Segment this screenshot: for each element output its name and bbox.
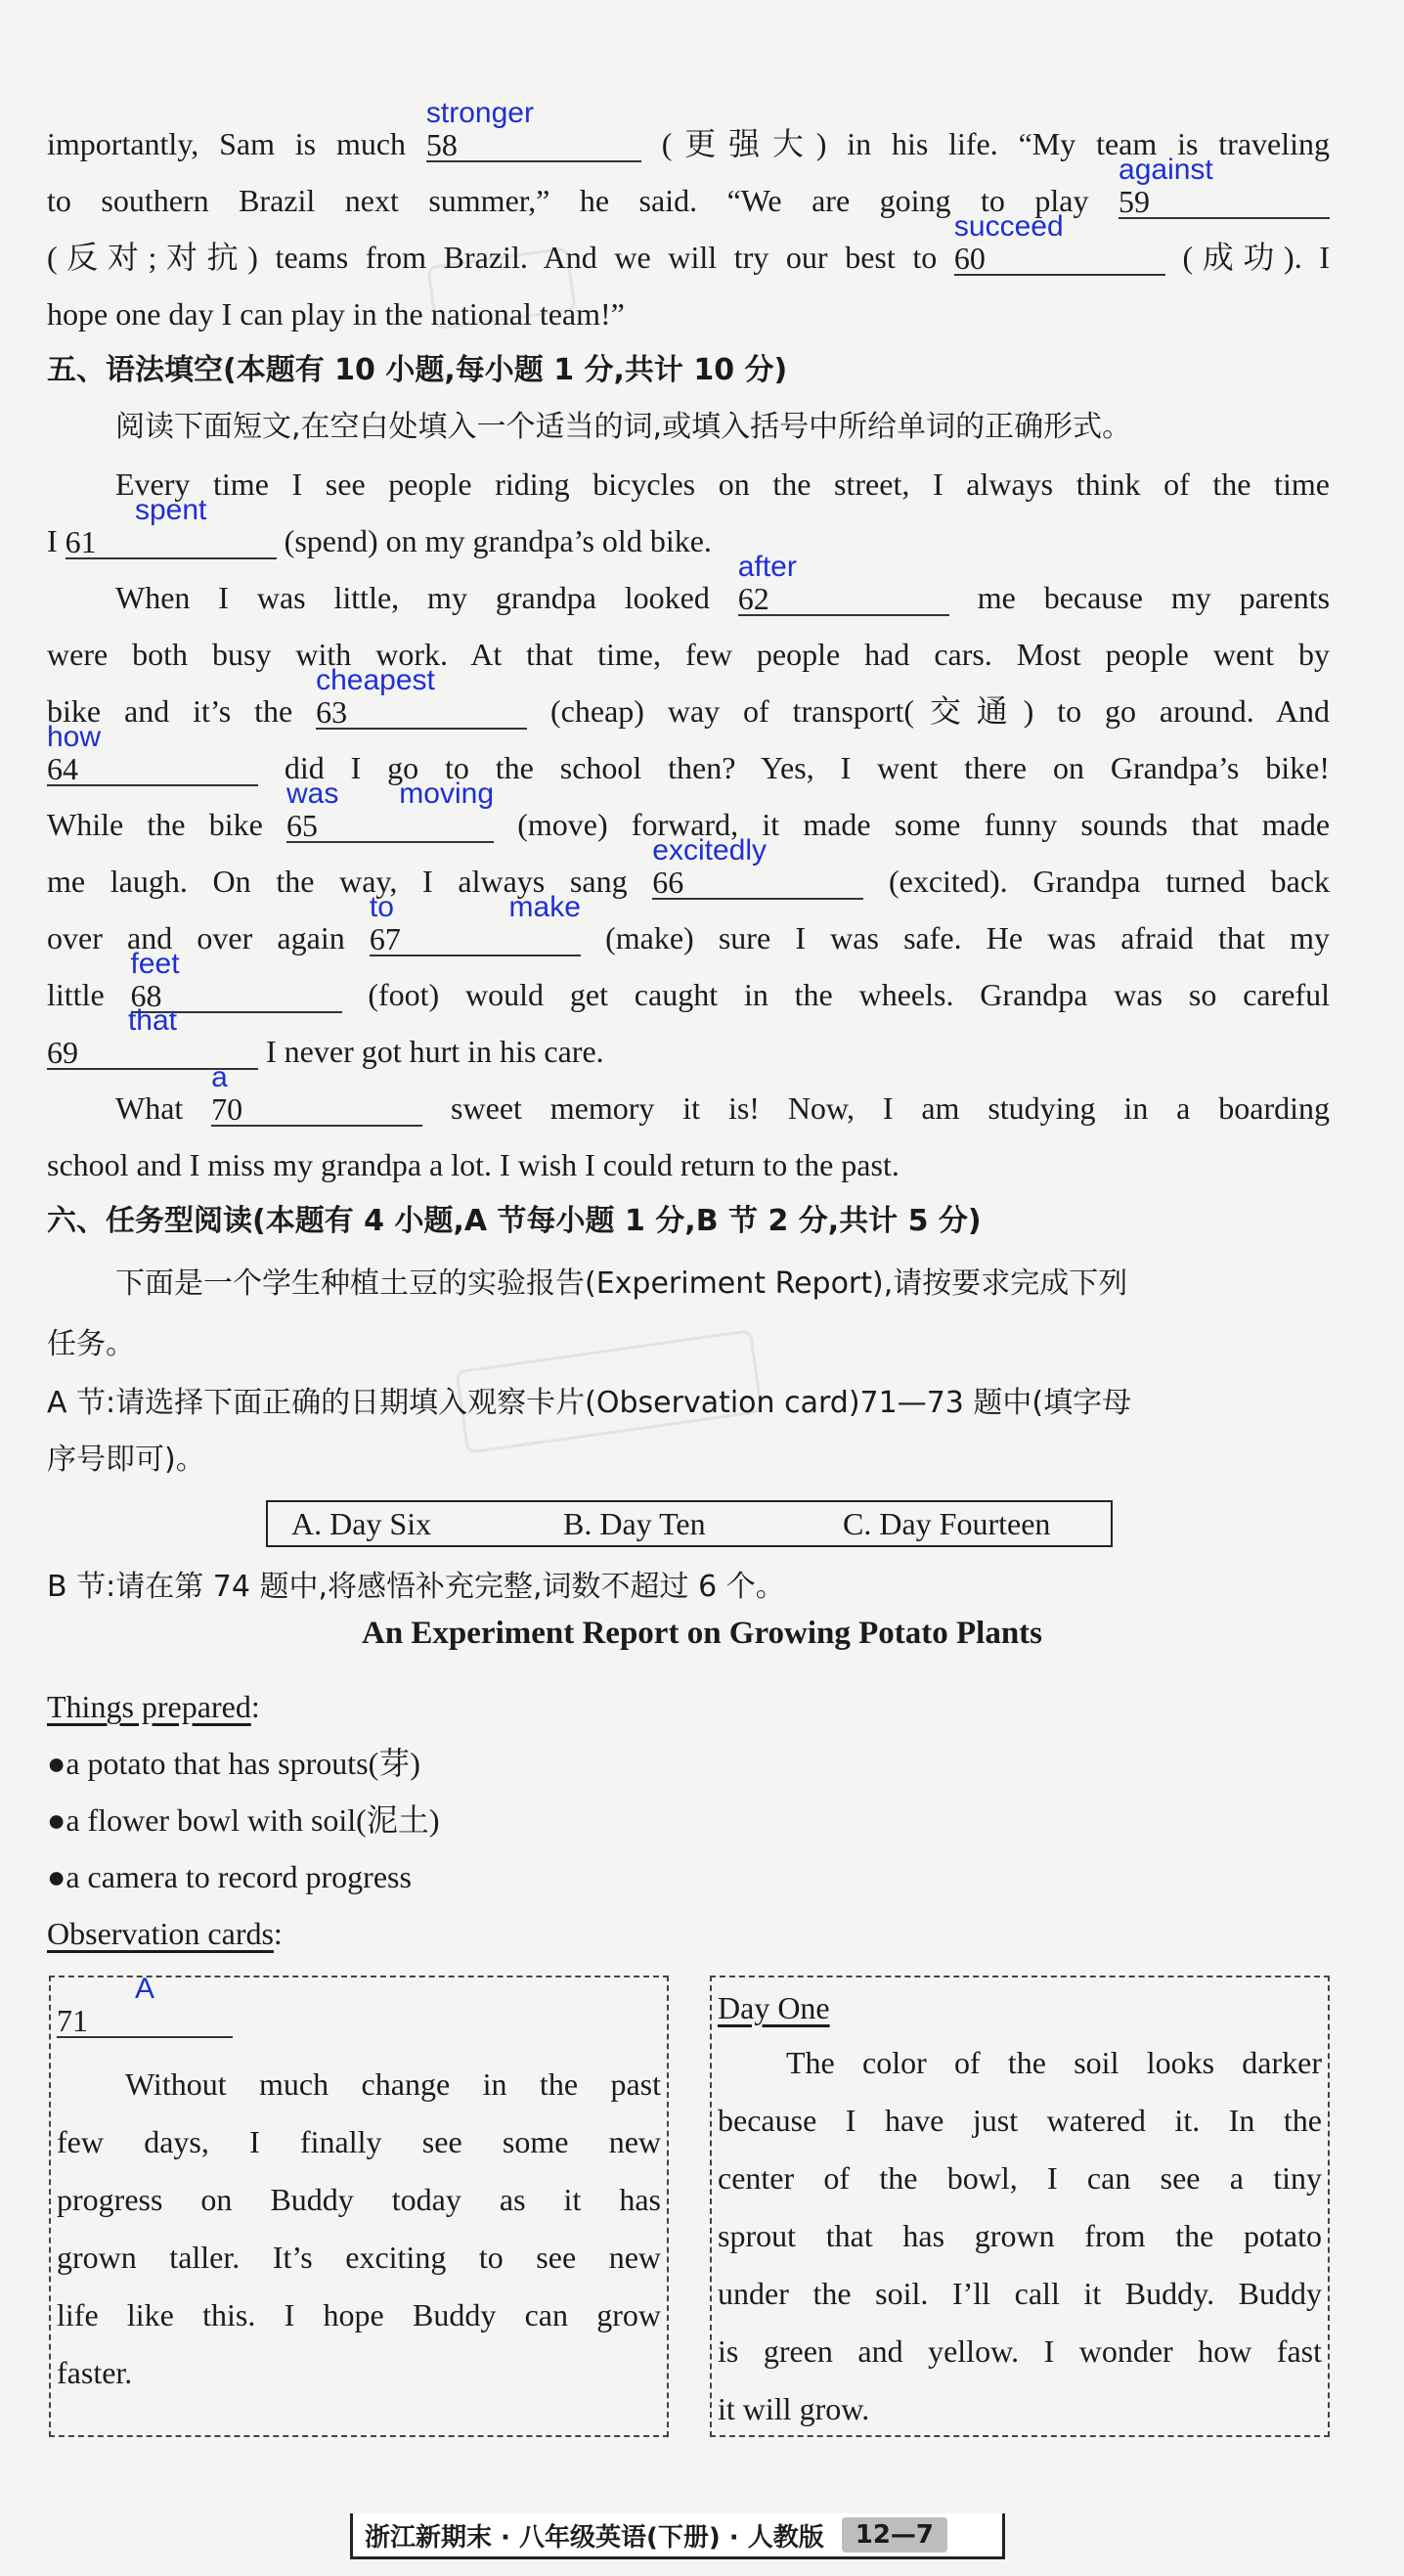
card-text-line: sprout that has grown from the potato bbox=[718, 2218, 1322, 2253]
answer-blank-64[interactable]: 64 how bbox=[47, 741, 258, 786]
passage-line: What 70 a sweet memory it is! Now, I am studying in a boarding bbox=[115, 1061, 1331, 1127]
passage-line: 64 how did I go to the school then? Yes, I went there on Grandpa’s bike! bbox=[47, 721, 1331, 786]
answer-blank-69[interactable]: 69 that bbox=[47, 1025, 258, 1070]
card-text-line: faster. bbox=[57, 2355, 133, 2390]
section-6-instruction: 下面是一个学生种植土豆的实验报告(Experiment Report),请按要求完成下列 bbox=[115, 1266, 1128, 1301]
passage-line: school and I miss my grandpa a lot. I wish I could return to the past. bbox=[47, 1147, 899, 1182]
answer-blank-60[interactable]: 60 succeed bbox=[954, 231, 1165, 276]
list-item: ●a camera to record progress bbox=[47, 1859, 412, 1894]
report-title: An Experiment Report on Growing Potato Plants bbox=[361, 1616, 1043, 1651]
bullet-icon: ● bbox=[47, 1802, 66, 1838]
passage-line: While the bike 65 was moving (move) forward, it made some funny sounds that made bbox=[47, 777, 1331, 843]
passage-line: little 68 feet (foot) would get caught in the wheels. Grandpa was so careful bbox=[47, 948, 1331, 1013]
list-item: ●a flower bowl with soil(泥土) bbox=[47, 1802, 440, 1838]
answer-blank-70[interactable]: 70 a bbox=[211, 1082, 422, 1127]
observation-cards-label: Observation cards: bbox=[47, 1916, 283, 1951]
passage-line: importantly, Sam is much 58 stronger (更强大) in his life. “My team is traveling bbox=[47, 97, 1331, 162]
card-text-line: it will grow. bbox=[718, 2391, 870, 2426]
part-b-instruction: B 节:请在第 74 题中,将感悟补充完整,词数不超过 6 个。 bbox=[47, 1570, 785, 1604]
option-b: B. Day Ten bbox=[563, 1505, 706, 1541]
answer-blank-59[interactable]: 59 against bbox=[1119, 174, 1330, 219]
page-number: 12—7 bbox=[842, 2517, 947, 2553]
page-footer bbox=[350, 2513, 1005, 2559]
list-item: ●a potato that has sprouts(芽) bbox=[47, 1746, 420, 1781]
answer-blank-62[interactable]: 62 after bbox=[738, 571, 949, 616]
answer-blank-66[interactable]: 66 excitedly bbox=[652, 855, 863, 900]
answer-blank-58[interactable]: 58 stronger bbox=[426, 117, 641, 162]
answer-blank-71[interactable]: 71 A bbox=[57, 1993, 233, 2038]
option-a: A. Day Six bbox=[291, 1505, 432, 1541]
observation-card-day-one bbox=[710, 1976, 1330, 2437]
part-a-instruction: 序号即可)。 bbox=[47, 1443, 205, 1477]
card-text-line: center of the bowl, I can see a tiny bbox=[718, 2160, 1322, 2196]
section-5-title: 五、语法填空(本题有 10 小题,每小题 1 分,共计 10 分) bbox=[47, 353, 788, 387]
answer-blank-63[interactable]: 63 cheapest bbox=[316, 685, 527, 730]
card-text-line: progress on Buddy today as it has bbox=[57, 2182, 661, 2217]
option-c: C. Day Fourteen bbox=[843, 1505, 1051, 1541]
passage-line: me laugh. On the way, I always sang 66 excitedly (excited). Grandpa turned back bbox=[47, 834, 1331, 900]
passage-line: I 61 spent (spend) on my grandpa’s old bike. bbox=[47, 494, 712, 559]
passage-line: 69 that I never got hurt in his care. bbox=[47, 1004, 604, 1070]
answer-blank-65[interactable]: 65 was moving bbox=[286, 777, 495, 843]
passage-line: over and over again 67 to make (make) sure I was safe. He was afraid that my bbox=[47, 891, 1331, 956]
answer-blank-67[interactable]: 67 to make bbox=[369, 891, 581, 956]
passage-line: (反对;对抗) teams from Brazil. And we will try our best to 60 succeed (成功). I bbox=[47, 210, 1330, 276]
card-text-line: life like this. I hope Buddy can grow bbox=[57, 2297, 661, 2332]
passage-line: bike and it’s the 63 cheapest (cheap) way of transport(交通) to go around. And bbox=[47, 664, 1331, 730]
bullet-icon: ● bbox=[47, 1746, 66, 1781]
answer-blank-61[interactable]: 61 spent bbox=[66, 514, 277, 559]
part-a-instruction: A 节:请选择下面正确的日期填入观察卡片(Observation card)71—73 题中(填字母 bbox=[47, 1386, 1132, 1420]
passage-line: Every time I see people riding bicycles on the street, I always think of the time bbox=[115, 466, 1330, 502]
date-options-box bbox=[266, 1500, 1113, 1547]
passage-line: When I was little, my grandpa looked 62 after me because my parents bbox=[115, 551, 1331, 616]
passage-line: were both busy with work. At that time, few people had cars. Most people went by bbox=[47, 637, 1330, 672]
bullet-icon: ● bbox=[47, 1859, 66, 1894]
things-prepared-label: Things prepared: bbox=[47, 1689, 260, 1724]
section-5-instruction: 阅读下面短文,在空白处填入一个适当的词,或填入括号中所给单词的正确形式。 bbox=[115, 410, 1132, 444]
passage-line: to southern Brazil next summer,” he said. “We are going to play 59 against bbox=[47, 172, 1330, 229]
card-text-line: The color of the soil looks darker bbox=[786, 2045, 1322, 2080]
card-heading: Day One bbox=[718, 1990, 830, 2025]
observation-card-71 bbox=[49, 1973, 669, 2437]
card-text-line: few days, I finally see some new bbox=[57, 2124, 661, 2159]
card-text-line: grown taller. It’s exciting to see new bbox=[57, 2240, 661, 2275]
card-heading bbox=[57, 1973, 661, 2049]
card-text-line: Without much change in the past bbox=[125, 2066, 661, 2102]
passage-line: hope one day I can play in the national team!” bbox=[47, 296, 625, 332]
card-text-line: because I have just watered it. In the bbox=[718, 2103, 1322, 2138]
card-text-line: is green and yellow. I wonder how fast bbox=[718, 2333, 1322, 2369]
card-text-line: under the soil. I’ll call it Buddy. Buddy bbox=[718, 2276, 1322, 2311]
answer-blank-68[interactable]: 68 feet bbox=[131, 968, 342, 1013]
footer-title: 浙江新期末 · 八年级英语(下册) · 人教版 bbox=[365, 2522, 824, 2553]
section-6-title: 六、任务型阅读(本题有 4 小题,A 节每小题 1 分,B 节 2 分,共计 5 分) bbox=[47, 1204, 982, 1238]
section-6-instruction: 任务。 bbox=[47, 1327, 135, 1361]
